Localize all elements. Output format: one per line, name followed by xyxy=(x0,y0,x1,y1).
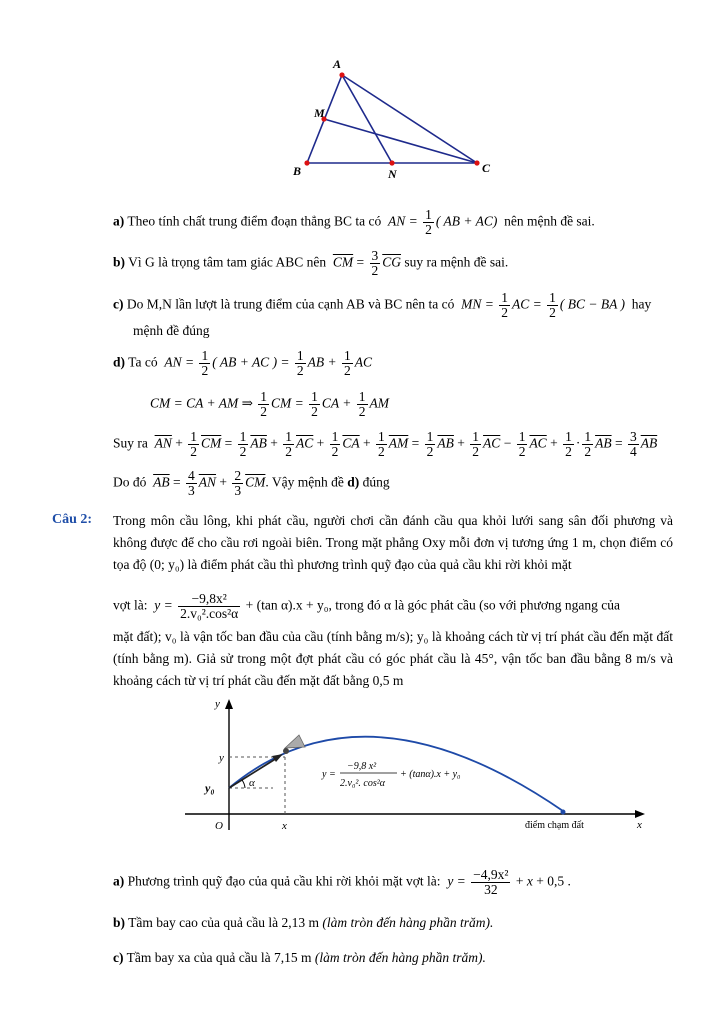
label-c: C xyxy=(482,161,491,175)
point-b xyxy=(304,160,309,165)
y-tick-label: y xyxy=(219,752,224,764)
q1-b: b) Vì G là trọng tâm tam giác ABC nên $\overline{CM}$ = $\frac{3}{2}$ $\overline{CG}$ suy ra mệnh đề sai. xyxy=(113,248,509,278)
point-n xyxy=(389,160,394,165)
segment-an xyxy=(342,75,392,163)
x-tick-label: x xyxy=(282,820,287,832)
point-a xyxy=(339,72,344,77)
svg-text:2.v₀². cos²α: 2.v₀². cos²α xyxy=(340,778,385,789)
q2-paragraph-3: mặt đất); v₀ là vận tốc ban đầu của cầu (tính bằng m/s); y₀ là khoảng cách từ vị trí phát cầu đến mặt đất (tính bằng m). Giả sử trong một đợt phát cầu có góc phát cầu là 45°, vận tốc ban đầu bằng 8 m/s và khoảng cách từ vị trí phát cầu đến mặt đất bằng 0,5 m xyxy=(113,629,673,688)
trajectory-curve xyxy=(229,737,563,811)
svg-text:+ (tanα).x + y₀: + (tanα).x + y₀ xyxy=(400,769,461,780)
q1-d-line2: CM = CA + AM ⇒ $\frac{1}{2}$ CM = $\frac{1}{2}$ CA + $\frac{1}{2}$ AM xyxy=(150,389,390,419)
q1-do-do: Do đó $\overline{AB}$ = $\frac{4}{3}$ $\overline{AN}$ + $\frac{2}{3}$ $\overline{CM}$. Vậy mệnh đề d) đúng xyxy=(113,468,390,498)
y-axis-arrow xyxy=(225,699,233,709)
point-c xyxy=(474,160,479,165)
triangle-figure xyxy=(285,55,500,180)
q1-c: c) Do M,N lần lượt là trung điểm của cạnh AB và BC nên ta có MN = $\frac{1}{2}$ AC = $\frac{1}{2}$ ( BC − BA ) hay xyxy=(113,290,652,320)
segment-ac xyxy=(342,75,477,163)
q2-c: c) Tầm bay xa của quả cầu là 7,15 m (làm tròn đến hàng phần trăm). xyxy=(113,950,486,965)
q2-paragraph-1: Trong môn cầu lông, khi phát cầu, người chơi cần đánh cầu qua khỏi lưới sang sân đối phương và không được để cho cầu rơi ngoài biên. Trong mặt phẳng Oxy mỗi đơn vị tương ứng 1 m, chọn điểm có tọa độ (0; y₀) là điểm phát cầu thì phương trình quỹ đạo của quả cầu khi rời khỏi mặt xyxy=(113,513,673,572)
q1-suy-ra: Suy ra $\overline{AN}$ + $\frac{1}{2}$ $\overline{CM}$ = $\frac{1}{2}$ $\overline{AB}$ + $\frac{1}{2}$ $\overline{AC}$ + $\frac{1}{2}$ $\overline{CA}$ + $\frac{1}{2}$ $\overline{AM}$ = $\frac{1}{2}$ $\overline{AB}$ + $\frac{1}{2}$ $\overline{AC}$ − $\frac{1}{2}$ $\overline{AC}$ + $\frac{1}{2}$ · $\frac{1}{2}$ $\overline{AB}$ = $\frac{3}{4}$ $\overline{AB}$ xyxy=(113,429,658,459)
x-axis-arrow xyxy=(635,810,645,818)
label-b: B xyxy=(293,164,302,178)
landing-point xyxy=(561,810,566,815)
formula-an: AN = xyxy=(384,213,422,229)
svg-text:y =: y = xyxy=(322,769,336,780)
origin-label: O xyxy=(215,820,223,832)
svg-text:−9,8 x²: −9,8 x² xyxy=(347,761,377,772)
figure-equation xyxy=(321,761,461,789)
x-axis-label: x xyxy=(637,819,642,831)
q2-a: a) Phương trình quỹ đạo của quả cầu khi rời khỏi mặt vợt là: y = $\frac{\text{−4,9x²}}{32}$ + x + 0,5 . xyxy=(113,867,571,897)
label-a: A xyxy=(333,57,342,71)
shuttlecock-icon xyxy=(283,735,305,754)
trajectory-figure xyxy=(185,695,650,835)
label-m: M xyxy=(314,106,325,120)
segment-mc xyxy=(324,119,477,163)
alpha-label: α xyxy=(249,777,255,789)
q1-a: a) Theo tính chất trung điểm đoạn thẳng BC ta có AN = $\frac{1}{2}$ ( AB + AC) nên mệnh đề sai. xyxy=(113,207,595,237)
q2-label: Câu 2: xyxy=(52,512,93,527)
q2-b: b) Tầm bay cao của quả cầu là 2,13 m (làm tròn đến hàng phần trăm). xyxy=(113,915,494,930)
y-axis-label: y xyxy=(215,698,220,710)
q2-paragraph-2: vợt là: y = $\frac{\text{−9,8x²}}{\text{2.v₀².cos²α}}$ + (tan α).x + y₀, trong đó α là góc phát cầu (so với phương ngang của xyxy=(113,591,620,621)
q1-d: d) Ta có AN = $\frac{1}{2}$ ( AB + AC ) = $\frac{1}{2}$ AB + $\frac{1}{2}$ AC xyxy=(113,348,373,378)
label-n: N xyxy=(388,167,397,180)
y0-tick-label: y₀ xyxy=(205,781,215,795)
landing-label: điểm chạm đất xyxy=(525,820,584,831)
q1-c-line2: mệnh đề đúng xyxy=(133,323,210,338)
